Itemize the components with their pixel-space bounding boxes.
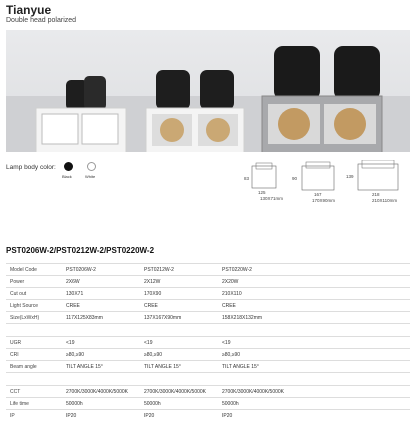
product-title: Tianyue	[6, 3, 52, 17]
spec-table	[6, 263, 410, 421]
model-title: PST0206W-2/PST0212W-2/PST0220W-2	[6, 246, 155, 255]
dim-width: 218	[372, 192, 380, 197]
dim-height: 139	[346, 174, 354, 179]
spec-row-light-source: Light Source CREE CREE CREE	[6, 299, 410, 311]
spec-spacer	[6, 372, 410, 385]
spec-row-ip: IP IP20 IP20 IP20	[6, 409, 410, 421]
product-subtitle: Double head polarized	[6, 17, 77, 24]
lamps-illustration	[6, 30, 410, 152]
black-swatch[interactable]	[64, 162, 73, 171]
dim-cutout: 210X110mm	[372, 198, 398, 203]
dim-cutout: 130X71mm	[260, 196, 284, 201]
dim-width: 167	[314, 192, 322, 197]
spec-row-size: Size(LxWxH) 117X125X83mm 137X167X90mm 158X218X132mm	[6, 311, 410, 323]
spec-row-cut-out: Cut out 130X71 170X90 210X110	[6, 287, 410, 299]
spec-row-model-code: Model Code PST0206W-2 PST0212W-2 PST0220W-2	[6, 263, 410, 275]
spec-row-ugr: UGR <19 <19 <19	[6, 336, 410, 348]
white-swatch[interactable]	[87, 162, 96, 171]
spec-row-life-time: Life time 50000h 50000h 50000h	[6, 397, 410, 409]
dim-height: 90	[292, 176, 298, 181]
dimension-drawing-2	[292, 162, 335, 203]
lamp-large	[262, 46, 382, 152]
spec-spacer	[6, 323, 410, 336]
dim-cutout: 170X90mm	[312, 198, 336, 203]
dimension-drawing-1	[244, 163, 283, 201]
lamp-medium	[146, 70, 244, 152]
spec-row-beam-angle: Beam angle TILT ANGLE 15° TILT ANGLE 15° TILT ANGLE 15°	[6, 360, 410, 372]
dim-width: 125	[258, 190, 266, 195]
dimension-drawing-3	[346, 160, 398, 203]
spec-row-cri: CRI ≥80,≥90 ≥80,≥90 ≥80,≥90	[6, 348, 410, 360]
lamp-body-color-label: Lamp body color:	[6, 164, 56, 171]
dimension-drawings	[244, 160, 414, 204]
white-swatch-label: White	[85, 174, 96, 179]
spec-row-cct: CCT 2700K/3000K/4000K/5000K 2700K/3000K/4000K/5000K 2700K/3000K/4000K/5000K	[6, 385, 410, 397]
product-photo	[6, 30, 410, 152]
black-swatch-label: Black	[62, 174, 72, 179]
dim-height: 83	[244, 176, 250, 181]
spec-row-power: Power 2X6W 2X12W 2X20W	[6, 275, 410, 287]
lamp-small	[36, 76, 126, 152]
